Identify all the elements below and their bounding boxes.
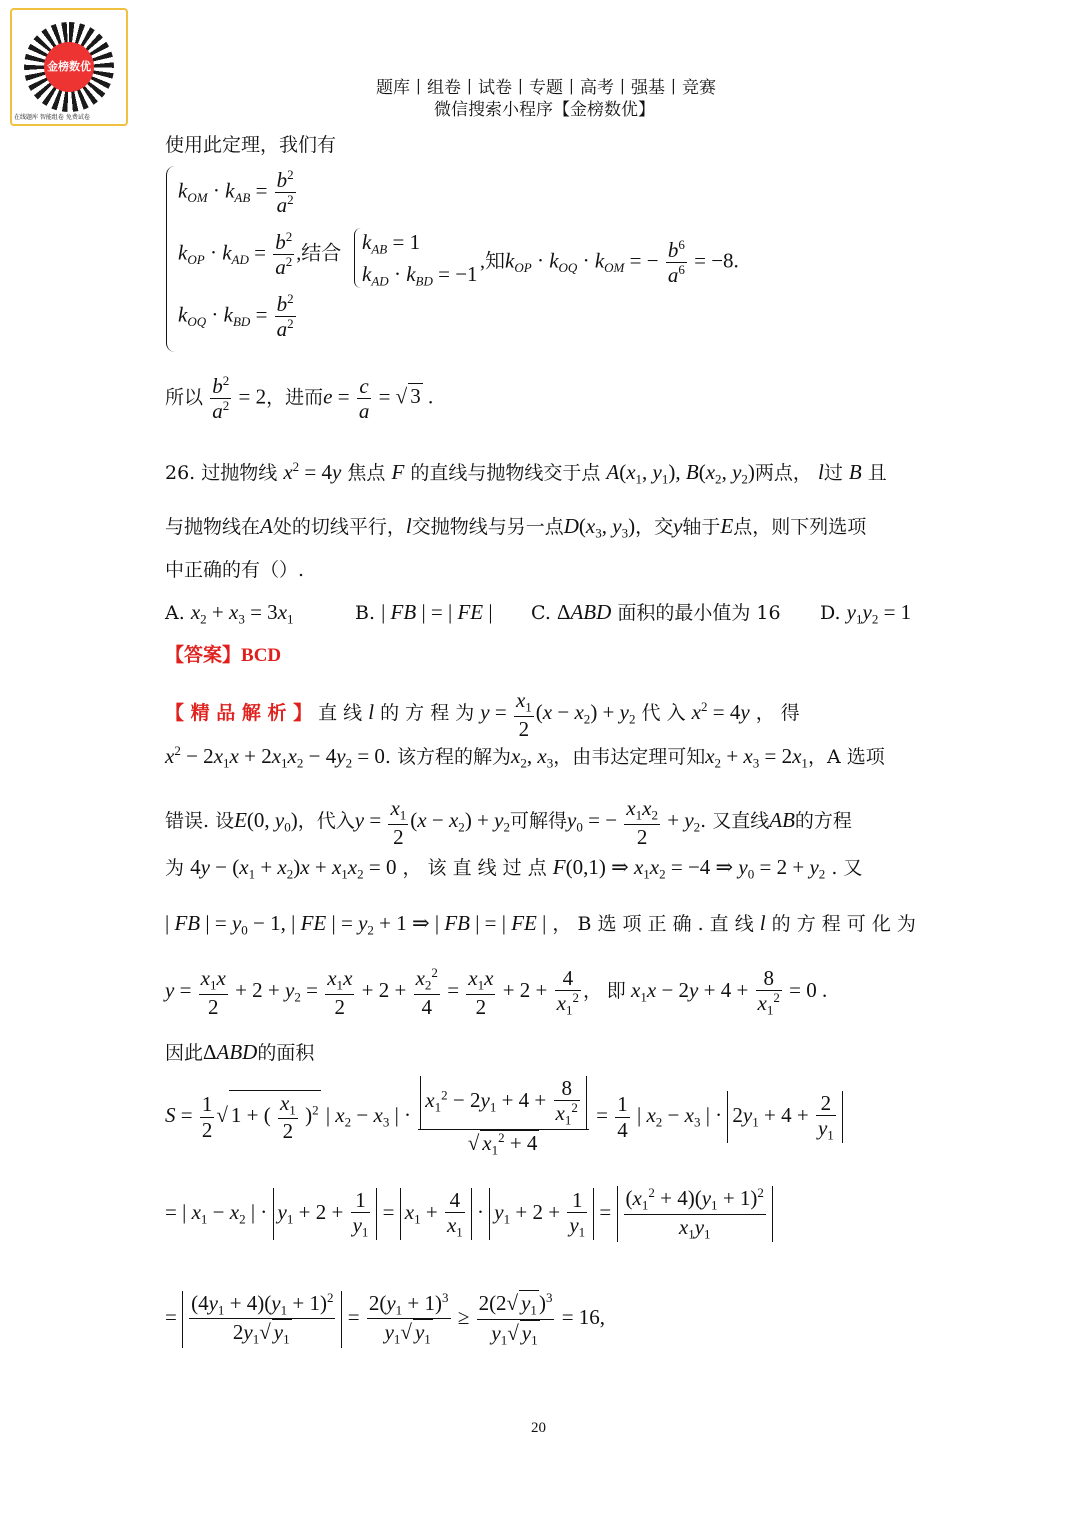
analysis-a-wrong: ，A 选项 bbox=[807, 745, 885, 768]
logo-center-text: 金榜数优 bbox=[44, 42, 94, 92]
analysis-vieta: ，由韦达定理可知 bbox=[553, 745, 706, 768]
analysis-is: 为 bbox=[165, 857, 185, 879]
header-subtitle: 微信搜索小程序【金榜数优】 bbox=[434, 100, 655, 120]
q26-intro: 26. 过抛物线 bbox=[165, 461, 278, 484]
option-d-label: D. bbox=[820, 602, 841, 624]
left-brace bbox=[166, 166, 175, 352]
q26-cross: ，交 bbox=[635, 516, 674, 538]
q26-another-point: 交抛物线与另一点 bbox=[411, 516, 564, 538]
inner-brace bbox=[354, 228, 361, 288]
analysis-namely: ， 即 bbox=[583, 981, 626, 1003]
analysis-line2: $x^2 - 2x_1x + 2x_1x_2 - 4y_2 = 0$. 该方程的解为$x_2$, $x_3$，由韦达定理可知$x_2 + x_3 = 2x_1$，A 选项 bbox=[165, 743, 885, 771]
answer-value: BCD bbox=[241, 645, 282, 666]
option-b-label: B. bbox=[355, 602, 376, 624]
area-formula-1: S = $\frac{1}{2}$ √ 1 + ( $\frac{x_1}{2}$ )$^2$ | $x_2 - x_3$ | · $x_1^2 - 2y_1 + 4$ + $\frac{8}{x_1^2}$ √ $x_1^2 + 4$ = $\frac{1}{4}$ | $x_2 - x_3$ | · $2y_1 + 4$ + $\frac{2}{y_1}$ bbox=[165, 1076, 843, 1158]
eq-kab-1: $k_{AB} = 1$ bbox=[362, 230, 421, 257]
q26-line2: 与抛物线在A处的切线平行，l交抛物线与另一点$D(x_3$, $y_3$)，交y轴于E点，则下列选项 bbox=[165, 514, 867, 541]
q26-tangent-at: 与抛物线在 bbox=[165, 516, 261, 538]
analysis-line6: y = $\frac{x_1x}{2}$ + $2 + y_2$ = $\frac{x_1x}{2}$ + 2 + $\frac{x_2^2}{4}$ = $\frac{x_1x}{2}$ + 2 + $\frac{4}{x_1^2}$ ， 即 $x_1x - 2y + 4$ + $\frac{8}{x_1^2}$ = 0 . bbox=[165, 965, 828, 1019]
area-word: 的面积 bbox=[257, 1042, 315, 1064]
area-formula-3: = $\frac{(4y_1 + 4)(y_1 + 1)^2}{2y_1√ y_1}$ = $\frac{2(y_1 + 1)^3}{y_1√ y_1}$ ≥ $\frac{2(2√ y_1)^3}{y_1√ y_1}$ = 16, bbox=[165, 1289, 606, 1348]
q26-axis: 轴于 bbox=[682, 516, 721, 538]
analysis-line-word: 直 线 bbox=[318, 702, 363, 725]
eq-product: ,知$k_{OP} \cdot k_{OQ} \cdot k_{OM}$ = − $\frac{b^6}{a^6}$ = −8. bbox=[480, 237, 739, 288]
analysis-label: 【 精 品 解 析 】 bbox=[165, 702, 313, 725]
analysis-equation-is: 的 方 程 为 bbox=[380, 702, 475, 725]
page-number: 20 bbox=[531, 1420, 546, 1436]
option-a: A. $x_2 + x_3 = 3x_1$ bbox=[165, 600, 294, 627]
analysis-substitute: 代 入 bbox=[641, 702, 686, 725]
analysis-line1: 【 精 品 解 析 】 直 线 l 的 方 程 为 y = $\frac{x_1}{2}$ $(x - x_2) + y_2$ 代 入 $x^2 = 4y$ ， 得 bbox=[165, 688, 800, 741]
analysis-line5: | FB | = $y_0 - 1$, | FE | = $y_2 + 1$ ⇒ | FB | = | FE | ， B 选 项 正 确 . 直 线 l 的 方 程 可 化 为 bbox=[165, 911, 916, 938]
area-formula-2: = | $x_1 - x_2$ | · $y_1 + 2$ + $\frac{1}{y_1}$ = $x_1$ + $\frac{4}{x_1}$ · $y_1 + 2$ + $\frac{1}{y_1}$ = $\frac{(x_1^2 + 4)(y_1 + 1)^2}{x_1y_1}$ bbox=[165, 1186, 773, 1242]
analysis-equation: 的方程 bbox=[794, 810, 852, 833]
eq-kop-kad: $k_{OP} \cdot k_{AD}$ = $\frac{b^2}{a^2}$ ,结合 bbox=[178, 229, 342, 280]
intro-text: 使用此定理，我们有 bbox=[165, 134, 337, 156]
q26-intersect: 的直线与抛物线交于点 bbox=[410, 461, 601, 484]
analysis-solve: 可解得 bbox=[510, 810, 568, 833]
q26-line3: 中正确的有（）. bbox=[165, 559, 305, 581]
know-text: ,知 bbox=[480, 250, 505, 273]
q26-parallel: 处的切线平行， bbox=[272, 516, 406, 538]
q26-focus: 焦点 bbox=[347, 461, 386, 484]
conclusion-prefix: 所以 bbox=[165, 387, 204, 409]
q26-two-points: 两点， bbox=[754, 461, 812, 484]
area-label-line: 因此ΔABD的面积 bbox=[165, 1040, 315, 1064]
analysis-substitute-2: ，代入 bbox=[297, 810, 355, 833]
analysis-through-point: ， 该 直 线 过 点 bbox=[402, 857, 547, 879]
analysis-b-correct: ， B 选 项 正 确 . 直 线 bbox=[552, 913, 754, 935]
answer-line bbox=[165, 646, 281, 665]
q26-options-intro: 点，则下列选项 bbox=[733, 516, 867, 538]
area-therefore: 因此 bbox=[165, 1042, 204, 1064]
option-c: C. ΔABD 面积的最小值为 16 bbox=[531, 600, 781, 624]
analysis-also: . 又 bbox=[831, 857, 863, 879]
option-c-text: 面积的最小值为 16 bbox=[617, 602, 781, 624]
header-nav: 题库丨组卷丨试卷丨专题丨高考丨强基丨竞赛 bbox=[376, 78, 716, 98]
analysis-get: ， 得 bbox=[755, 702, 800, 725]
analysis-let: 错误. 设 bbox=[165, 810, 235, 833]
analysis-line3: 错误. 设E(0, $y_0$)，代入y = $\frac{x_1}{2}$ $(x - x_2) + y_2$可解得$y_0$ = − $\frac{x_1x_2}{2}$ + $y_2$. 又直线AB的方程 bbox=[165, 796, 852, 849]
eq-kad-kbd: $k_{AD} \cdot k_{BD} = -1$ bbox=[362, 262, 478, 289]
answer-label: 【答案】 bbox=[165, 644, 242, 666]
eq-koq-kbd: $k_{OQ} \cdot k_{BD}$ = $\frac{b^2}{a^2}$ bbox=[178, 291, 294, 342]
option-b: B. | FB | = | FE | bbox=[355, 600, 493, 624]
conclusion-mid: ，进而 bbox=[266, 387, 324, 409]
analysis-solutions: . 该方程的解为 bbox=[384, 745, 512, 768]
logo-ring-text: 在线题库 智能组卷 免费试卷 bbox=[14, 114, 90, 121]
analysis-line4: 为 $4y - (x_1 + x_2)x + x_1x_2 = 0$ ， 该 直 线 过 点 F(0,1) ⇒ $x_1x_2 = -4$ ⇒ $y_0 = 2 + y_2$ . 又 bbox=[165, 855, 863, 882]
option-a-label: A. bbox=[165, 602, 185, 624]
eq-kom-kab: $k_{OM} \cdot k_{AB}$ = $\frac{b^2}{a^2}$ bbox=[178, 167, 294, 218]
combine-text: ,结合 bbox=[296, 242, 342, 265]
analysis-line-ab: . 又直线 bbox=[700, 810, 770, 833]
q26-and: 且 bbox=[867, 461, 887, 484]
q26-line1: 26. 过抛物线 $x^2 = 4y$ 焦点 F 的直线与抛物线交于点 $A(x_1$, $y_1$), $B(x_2$, $y_2$)两点， l过 B 且 bbox=[165, 459, 887, 487]
q26-through: 过 bbox=[823, 461, 843, 484]
analysis-rewrite: 的 方 程 可 化 为 bbox=[771, 913, 916, 935]
option-c-label: C. bbox=[531, 602, 551, 624]
option-d: D. $y_1y_2 = 1$ bbox=[820, 600, 912, 627]
brand-logo bbox=[10, 8, 128, 126]
conclusion-line: 所以 $\frac{b^2}{a^2}$ = 2，进而e = $\frac{c}{a}$ = √ 3 . bbox=[165, 373, 434, 424]
